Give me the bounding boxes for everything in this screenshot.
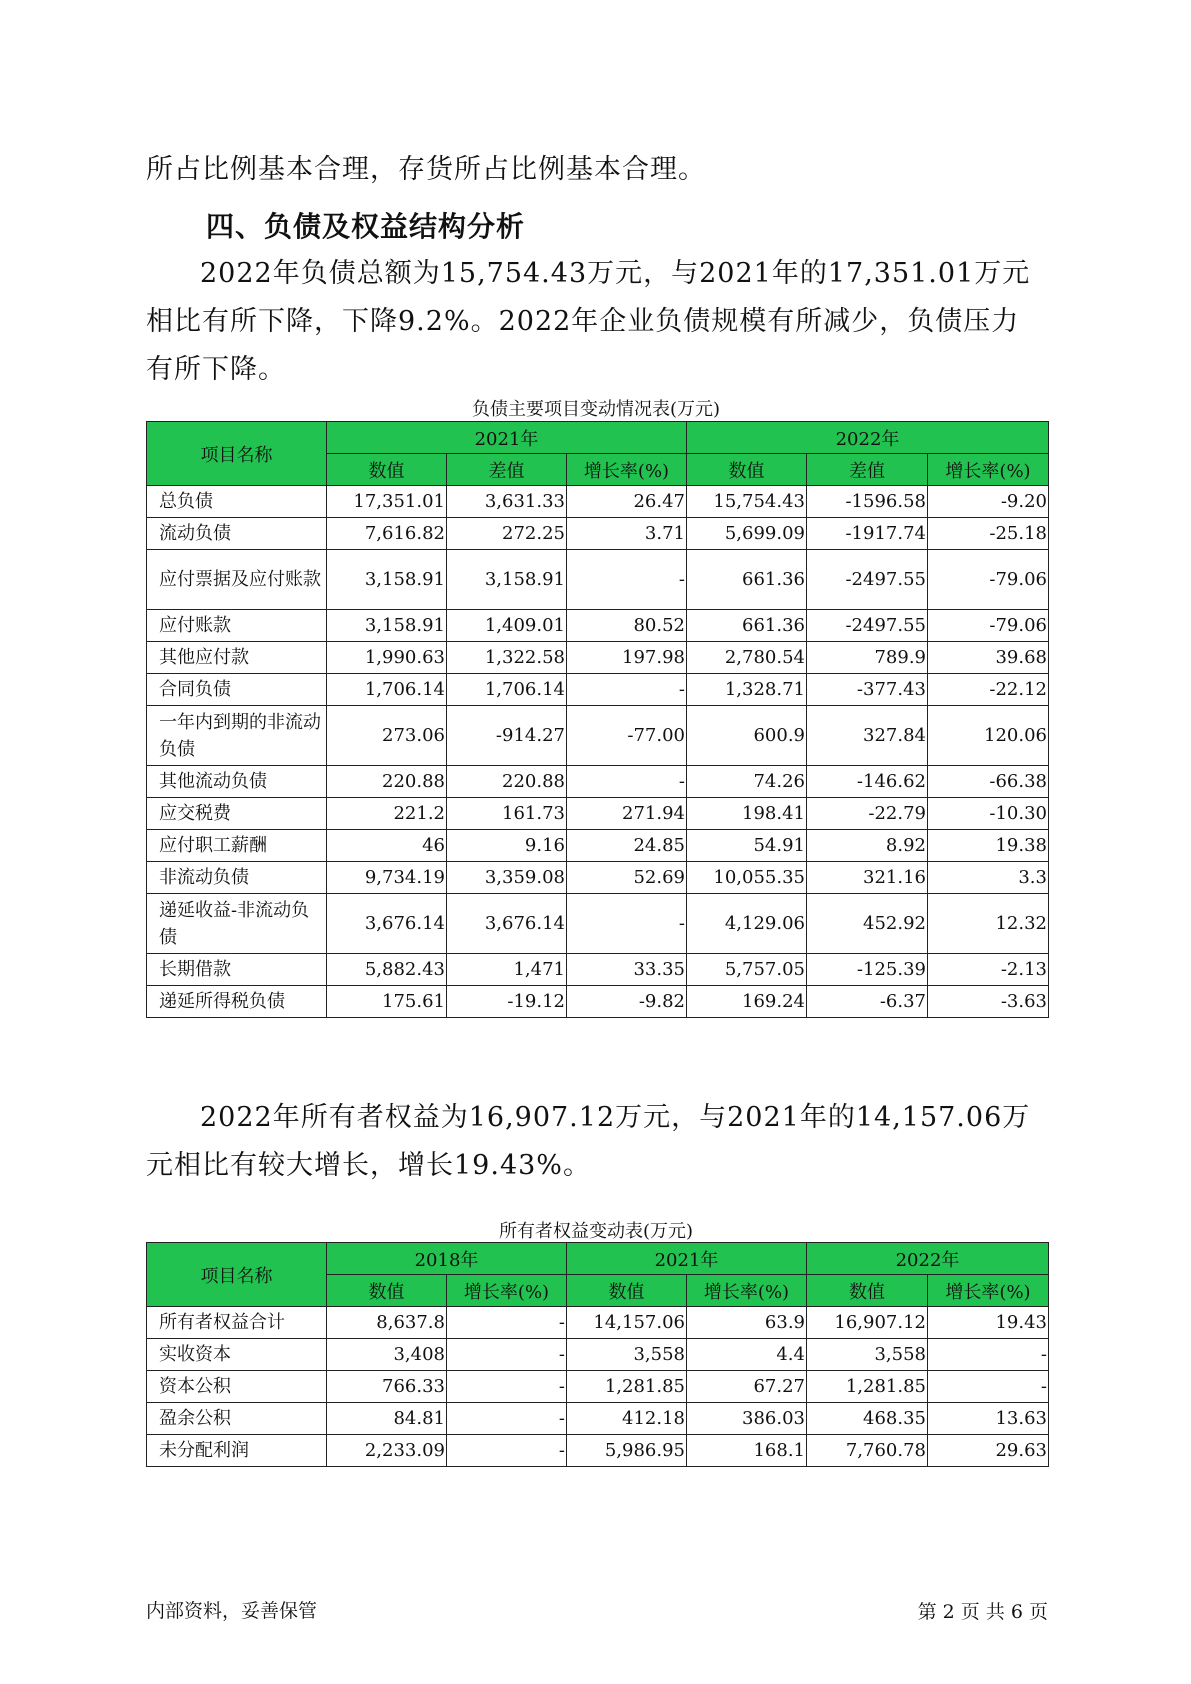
table-row [147, 798, 1049, 830]
table-cell: - [928, 1371, 1049, 1403]
row-label: 流动负债 [147, 518, 327, 550]
table-cell: 1,328.71 [687, 674, 807, 706]
table-cell: -79.06 [928, 550, 1049, 610]
table-cell: -1596.58 [807, 486, 928, 518]
table-row [147, 1435, 1049, 1467]
table-cell: 2,233.09 [327, 1435, 447, 1467]
table-cell: 39.68 [928, 642, 1049, 674]
table-cell: 3,158.91 [447, 550, 567, 610]
table-row [147, 1339, 1049, 1371]
row-label: 长期借款 [147, 954, 327, 986]
table-cell: - [928, 1339, 1049, 1371]
row-label: 一年内到期的非流动负债 [147, 706, 327, 766]
table-cell: 12.32 [928, 894, 1049, 954]
table-cell: - [447, 1339, 567, 1371]
table-cell: 3,558 [807, 1339, 928, 1371]
table-cell: 789.9 [807, 642, 928, 674]
year-header: 2018年 [327, 1243, 567, 1275]
table-cell: -6.37 [807, 986, 928, 1018]
table-cell: -79.06 [928, 610, 1049, 642]
table-cell: 4.4 [687, 1339, 807, 1371]
table-cell: 54.91 [687, 830, 807, 862]
table-cell: - [447, 1403, 567, 1435]
table-cell: -125.39 [807, 954, 928, 986]
table-cell: - [447, 1307, 567, 1339]
row-label: 所有者权益合计 [147, 1307, 327, 1339]
subheader: 增长率(%) [567, 454, 687, 486]
table-cell: 67.27 [687, 1371, 807, 1403]
row-label: 非流动负债 [147, 862, 327, 894]
table-row [147, 642, 1049, 674]
table-cell: -25.18 [928, 518, 1049, 550]
row-label: 应付职工薪酬 [147, 830, 327, 862]
subheader: 增长率(%) [928, 1275, 1049, 1307]
table-row [147, 674, 1049, 706]
table-cell: 3,158.91 [327, 550, 447, 610]
table-cell: 1,706.14 [447, 674, 567, 706]
table-cell: 271.94 [567, 798, 687, 830]
table-cell: 1,281.85 [567, 1371, 687, 1403]
table-cell: 766.33 [327, 1371, 447, 1403]
row-label: 盈余公积 [147, 1403, 327, 1435]
table-cell: 3.3 [928, 862, 1049, 894]
table-cell: -10.30 [928, 798, 1049, 830]
col-item-name: 项目名称 [147, 1243, 327, 1307]
table-cell: - [567, 674, 687, 706]
row-label: 递延收益-非流动负债 [147, 894, 327, 954]
table-cell: 661.36 [687, 550, 807, 610]
row-label: 其他应付款 [147, 642, 327, 674]
table-cell: 220.88 [447, 766, 567, 798]
row-label: 其他流动负债 [147, 766, 327, 798]
row-label: 未分配利润 [147, 1435, 327, 1467]
table-cell: 9,734.19 [327, 862, 447, 894]
table-cell: 1,281.85 [807, 1371, 928, 1403]
year-header: 2021年 [567, 1243, 807, 1275]
subheader: 增长率(%) [928, 454, 1049, 486]
liability-table-caption: 负债主要项目变动情况表(万元) [471, 399, 721, 420]
table-cell: 19.43 [928, 1307, 1049, 1339]
table-cell: 74.26 [687, 766, 807, 798]
subheader: 数值 [807, 1275, 928, 1307]
section-heading: 四、负债及权益结构分析 [206, 210, 526, 243]
table-cell: 452.92 [807, 894, 928, 954]
table-cell: 7,616.82 [327, 518, 447, 550]
table-cell: -66.38 [928, 766, 1049, 798]
table-cell: 168.1 [687, 1435, 807, 1467]
table-cell: 80.52 [567, 610, 687, 642]
table-cell: 29.63 [928, 1435, 1049, 1467]
table-row [147, 550, 1049, 610]
table-cell: -22.79 [807, 798, 928, 830]
table-cell: -914.27 [447, 706, 567, 766]
table-cell: 5,757.05 [687, 954, 807, 986]
table-row [147, 954, 1049, 986]
table-cell: 7,760.78 [807, 1435, 928, 1467]
subheader: 增长率(%) [687, 1275, 807, 1307]
table-cell: 220.88 [327, 766, 447, 798]
equity-table-body [147, 1307, 1049, 1467]
table-cell: 52.69 [567, 862, 687, 894]
table-row [147, 706, 1049, 766]
table-cell: 3,676.14 [327, 894, 447, 954]
subheader: 数值 [327, 454, 447, 486]
table-cell: 5,986.95 [567, 1435, 687, 1467]
table-cell: 13.63 [928, 1403, 1049, 1435]
table-row [147, 486, 1049, 518]
liability-table-body [147, 486, 1049, 1018]
table-cell: 1,706.14 [327, 674, 447, 706]
footer-confidential-note: 内部资料，妥善保管 [146, 1600, 318, 1622]
table-cell: -3.63 [928, 986, 1049, 1018]
equity-table [146, 1242, 1049, 1467]
subheader: 差值 [807, 454, 928, 486]
table-cell: 197.98 [567, 642, 687, 674]
table-row [147, 1403, 1049, 1435]
row-label: 应付账款 [147, 610, 327, 642]
table-cell: -1917.74 [807, 518, 928, 550]
table-cell: 4,129.06 [687, 894, 807, 954]
table-row [147, 894, 1049, 954]
table-cell: 3,158.91 [327, 610, 447, 642]
table-cell: 273.06 [327, 706, 447, 766]
table-cell: -2.13 [928, 954, 1049, 986]
table-row [147, 986, 1049, 1018]
table-cell: 468.35 [807, 1403, 928, 1435]
table-cell: -377.43 [807, 674, 928, 706]
subheader: 数值 [687, 454, 807, 486]
table-cell: -9.20 [928, 486, 1049, 518]
row-label: 应付票据及应付账款 [147, 550, 327, 610]
table-cell: -2497.55 [807, 610, 928, 642]
row-label: 资本公积 [147, 1371, 327, 1403]
table-cell: -146.62 [807, 766, 928, 798]
table-cell: 221.2 [327, 798, 447, 830]
equity-paragraph: 2022年所有者权益为16,907.12万元，与2021年的14,157.06万元相比有较大增长，增长19.43%。 [146, 1102, 1031, 1181]
intro-line: 所占比例基本合理，存货所占比例基本合理。 [146, 154, 706, 185]
table-row [147, 830, 1049, 862]
table-cell: 63.9 [687, 1307, 807, 1339]
table-cell: 26.47 [567, 486, 687, 518]
table-cell: 272.25 [447, 518, 567, 550]
table-cell: -77.00 [567, 706, 687, 766]
table-cell: - [567, 766, 687, 798]
table-cell: 600.9 [687, 706, 807, 766]
table-cell: - [447, 1371, 567, 1403]
liability-table [146, 421, 1049, 1018]
table-cell: 5,699.09 [687, 518, 807, 550]
table-row [147, 610, 1049, 642]
table-cell: 15,754.43 [687, 486, 807, 518]
table-cell: 175.61 [327, 986, 447, 1018]
table-cell: 17,351.01 [327, 486, 447, 518]
table-cell: 3,408 [327, 1339, 447, 1371]
table-cell: - [567, 894, 687, 954]
table-cell: 8.92 [807, 830, 928, 862]
table-cell: 3.71 [567, 518, 687, 550]
table-cell: 84.81 [327, 1403, 447, 1435]
table-cell: 661.36 [687, 610, 807, 642]
row-label: 合同负债 [147, 674, 327, 706]
table-cell: 3,359.08 [447, 862, 567, 894]
table-cell: -19.12 [447, 986, 567, 1018]
subheader: 数值 [327, 1275, 447, 1307]
table-cell: 120.06 [928, 706, 1049, 766]
table-cell: 1,990.63 [327, 642, 447, 674]
liability-paragraph: 2022年负债总额为15,754.43万元，与2021年的17,351.01万元相比有所下降，下降9.2%。2022年企业负债规模有所减少，负债压力有所下降。 [146, 258, 1031, 385]
table-cell: - [447, 1435, 567, 1467]
subheader: 数值 [567, 1275, 687, 1307]
equity-table-caption: 所有者权益变动表(万元) [498, 1221, 694, 1242]
row-label: 应交税费 [147, 798, 327, 830]
table-cell: 3,676.14 [447, 894, 567, 954]
row-label: 实收资本 [147, 1339, 327, 1371]
col-item-name: 项目名称 [147, 422, 327, 486]
footer-page-number: 第 2 页 共 6 页 [917, 1601, 1048, 1623]
table-cell: 24.85 [567, 830, 687, 862]
table-cell: 198.41 [687, 798, 807, 830]
year-header: 2021年 [327, 422, 687, 454]
table-cell: -9.82 [567, 986, 687, 1018]
table-cell: 3,558 [567, 1339, 687, 1371]
table-cell: 46 [327, 830, 447, 862]
table-cell: 386.03 [687, 1403, 807, 1435]
table-row [147, 1371, 1049, 1403]
table-cell: 321.16 [807, 862, 928, 894]
table-row [147, 766, 1049, 798]
table-cell: -2497.55 [807, 550, 928, 610]
table-cell: 9.16 [447, 830, 567, 862]
table-cell: 19.38 [928, 830, 1049, 862]
table-cell: 16,907.12 [807, 1307, 928, 1339]
table-cell: 2,780.54 [687, 642, 807, 674]
table-cell: 8,637.8 [327, 1307, 447, 1339]
table-row [147, 1307, 1049, 1339]
row-label: 总负债 [147, 486, 327, 518]
table-cell: -22.12 [928, 674, 1049, 706]
table-cell: 10,055.35 [687, 862, 807, 894]
year-header: 2022年 [687, 422, 1049, 454]
year-header: 2022年 [807, 1243, 1049, 1275]
table-cell: - [567, 550, 687, 610]
table-row [147, 518, 1049, 550]
table-cell: 1,409.01 [447, 610, 567, 642]
table-cell: 33.35 [567, 954, 687, 986]
table-cell: 5,882.43 [327, 954, 447, 986]
subheader: 差值 [447, 454, 567, 486]
table-cell: 3,631.33 [447, 486, 567, 518]
table-cell: 327.84 [807, 706, 928, 766]
table-cell: 1,471 [447, 954, 567, 986]
subheader: 增长率(%) [447, 1275, 567, 1307]
table-row [147, 862, 1049, 894]
table-cell: 1,322.58 [447, 642, 567, 674]
table-cell: 14,157.06 [567, 1307, 687, 1339]
table-cell: 161.73 [447, 798, 567, 830]
table-cell: 169.24 [687, 986, 807, 1018]
table-cell: 412.18 [567, 1403, 687, 1435]
row-label: 递延所得税负债 [147, 986, 327, 1018]
